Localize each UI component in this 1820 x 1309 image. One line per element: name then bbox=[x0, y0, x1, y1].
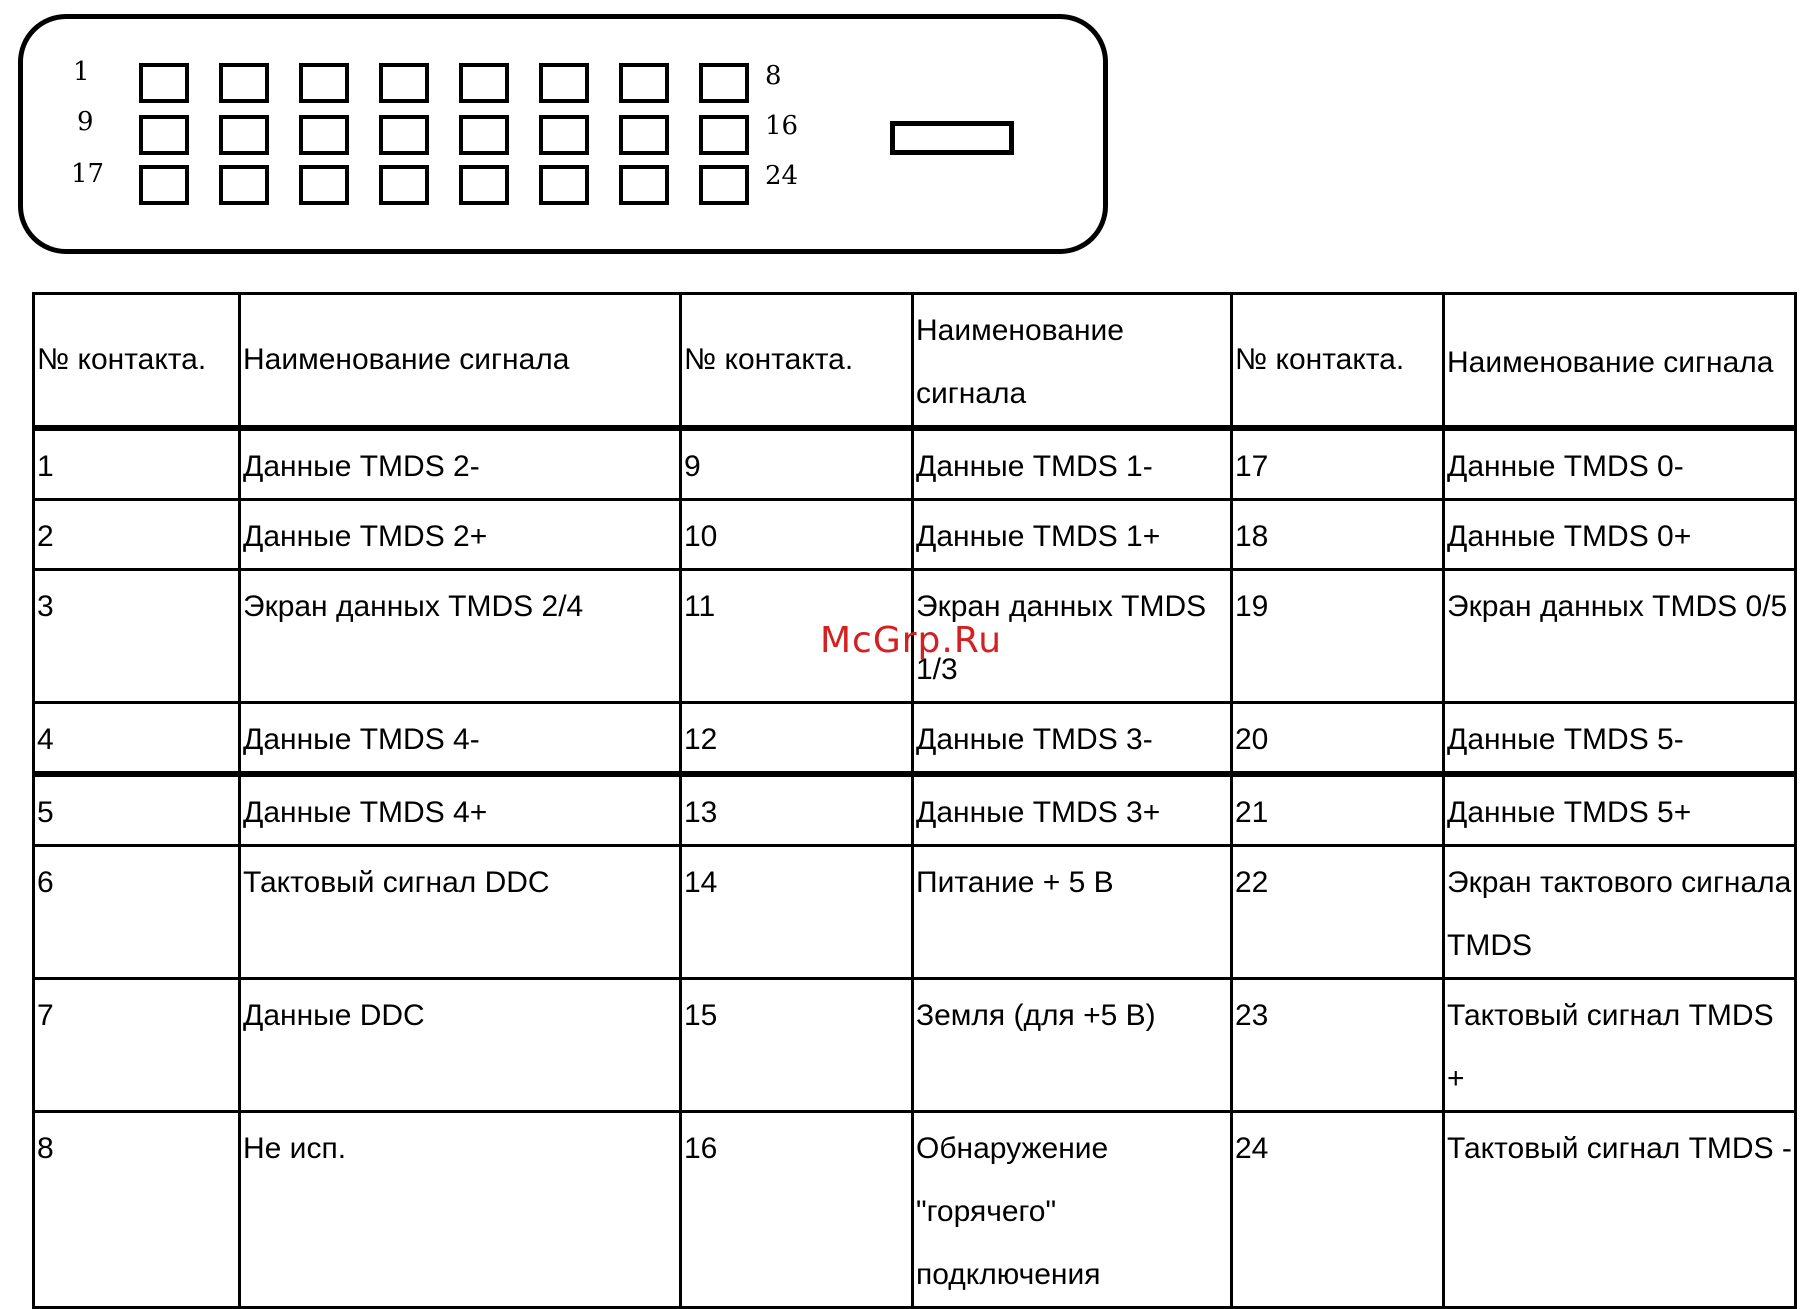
signal-name-cell: Экран данных TMDS 1/3 bbox=[913, 570, 1232, 703]
table-row bbox=[34, 979, 1796, 1112]
pin-number-cell: 21 bbox=[1232, 774, 1444, 846]
connector-pin bbox=[379, 63, 429, 103]
pin-number-cell: 17 bbox=[1232, 428, 1444, 500]
signal-name-cell: Обнаружение "горячего" подключения bbox=[913, 1112, 1232, 1308]
table-row bbox=[34, 428, 1796, 500]
connector-pin bbox=[699, 63, 749, 103]
dvi-connector-diagram bbox=[18, 14, 1108, 254]
connector-pin bbox=[139, 63, 189, 103]
connector-pin bbox=[299, 63, 349, 103]
pin-number-cell: 13 bbox=[681, 774, 913, 846]
connector-pin bbox=[459, 63, 509, 103]
connector-pin bbox=[619, 165, 669, 205]
pin-number-cell: 3 bbox=[34, 570, 240, 703]
connector-pin bbox=[619, 115, 669, 155]
connector-pin bbox=[139, 165, 189, 205]
connector-pin bbox=[299, 165, 349, 205]
connector-flat-blade bbox=[890, 121, 1014, 155]
pin-number-cell: 1 bbox=[34, 428, 240, 500]
signal-name-cell: Экран данных TMDS 2/4 bbox=[240, 570, 681, 703]
signal-name-cell: Питание + 5 В bbox=[913, 846, 1232, 979]
signal-name-cell: Данные TMDS 2- bbox=[240, 428, 681, 500]
signal-name-cell: Земля (для +5 В) bbox=[913, 979, 1232, 1112]
connector-pin bbox=[459, 165, 509, 205]
signal-name-cell: Данные TMDS 2+ bbox=[240, 500, 681, 570]
signal-name-cell: Данные TMDS 0- bbox=[1444, 428, 1796, 500]
pin-number-cell: 8 bbox=[34, 1112, 240, 1308]
signal-name-cell: Данные TMDS 5- bbox=[1444, 703, 1796, 775]
connector-pin bbox=[139, 115, 189, 155]
signal-name-cell: Тактовый сигнал TMDS + bbox=[1444, 979, 1796, 1112]
signal-name-cell: Экран данных TMDS 0/5 bbox=[1444, 570, 1796, 703]
table-row bbox=[34, 774, 1796, 846]
pin-number-cell: 18 bbox=[1232, 500, 1444, 570]
pin-number-cell: 14 bbox=[681, 846, 913, 979]
pin-number-cell: 24 bbox=[1232, 1112, 1444, 1308]
pin-number-cell: 10 bbox=[681, 500, 913, 570]
table-row bbox=[34, 1112, 1796, 1308]
pin-number-cell: 4 bbox=[34, 703, 240, 775]
connector-pin bbox=[459, 115, 509, 155]
pin-number-cell: 12 bbox=[681, 703, 913, 775]
pin-number-cell: 2 bbox=[34, 500, 240, 570]
connector-pin bbox=[379, 165, 429, 205]
pin-number-cell: 16 bbox=[681, 1112, 913, 1308]
header-pin-number: № контакта. bbox=[681, 294, 913, 429]
signal-name-cell: Данные TMDS 3+ bbox=[913, 774, 1232, 846]
header-pin-number: № контакта. bbox=[1232, 294, 1444, 429]
connector-pin bbox=[699, 165, 749, 205]
signal-name-cell: Данные TMDS 4- bbox=[240, 703, 681, 775]
signal-name-cell: Тактовый сигнал TMDS - bbox=[1444, 1112, 1796, 1308]
pin-number-cell: 7 bbox=[34, 979, 240, 1112]
signal-name-cell: Тактовый сигнал DDC bbox=[240, 846, 681, 979]
connector-pin bbox=[699, 115, 749, 155]
table-row bbox=[34, 846, 1796, 979]
signal-name-cell: Данные TMDS 1+ bbox=[913, 500, 1232, 570]
connector-pin bbox=[539, 165, 589, 205]
pin-number-cell: 9 bbox=[681, 428, 913, 500]
pin-number-cell: 22 bbox=[1232, 846, 1444, 979]
signal-name-cell: Данные TMDS 1- bbox=[913, 428, 1232, 500]
pin-number-cell: 6 bbox=[34, 846, 240, 979]
pin-number-label: 8 bbox=[765, 61, 782, 91]
signal-name-cell: Данные TMDS 0+ bbox=[1444, 500, 1796, 570]
table-header-row bbox=[34, 294, 1796, 429]
table-row bbox=[34, 500, 1796, 570]
table-row bbox=[34, 703, 1796, 775]
signal-name-cell: Экран тактового сигнала TMDS bbox=[1444, 846, 1796, 979]
pin-number-cell: 20 bbox=[1232, 703, 1444, 775]
signal-name-cell: Данные TMDS 4+ bbox=[240, 774, 681, 846]
watermark: McGrp.Ru bbox=[820, 620, 1003, 661]
connector-pin bbox=[219, 63, 269, 103]
pin-number-label: 16 bbox=[765, 111, 799, 141]
connector-pin bbox=[219, 165, 269, 205]
pinout-table bbox=[32, 292, 1797, 1309]
connector-pin bbox=[539, 115, 589, 155]
header-signal-name: Наименование сигнала bbox=[240, 294, 681, 429]
pin-number-label: 24 bbox=[765, 161, 799, 191]
signal-name-cell: Не исп. bbox=[240, 1112, 681, 1308]
connector-pin bbox=[539, 63, 589, 103]
connector-pin bbox=[379, 115, 429, 155]
connector-pin bbox=[619, 63, 669, 103]
pin-number-label: 17 bbox=[71, 159, 105, 189]
pin-number-cell: 23 bbox=[1232, 979, 1444, 1112]
pin-number-cell: 11 bbox=[681, 570, 913, 703]
header-pin-number: № контакта. bbox=[34, 294, 240, 429]
signal-name-cell: Данные TMDS 5+ bbox=[1444, 774, 1796, 846]
signal-name-cell: Данные DDC bbox=[240, 979, 681, 1112]
pin-number-cell: 19 bbox=[1232, 570, 1444, 703]
pin-number-cell: 15 bbox=[681, 979, 913, 1112]
signal-name-cell: Данные TMDS 3- bbox=[913, 703, 1232, 775]
pin-number-label: 1 bbox=[73, 57, 90, 87]
pin-number-cell: 5 bbox=[34, 774, 240, 846]
connector-pin bbox=[219, 115, 269, 155]
header-signal-name: Наименование сигнала bbox=[913, 294, 1232, 429]
header-signal-name: Наименование сигнала bbox=[1444, 294, 1796, 429]
connector-pin bbox=[299, 115, 349, 155]
pin-number-label: 9 bbox=[77, 107, 94, 137]
